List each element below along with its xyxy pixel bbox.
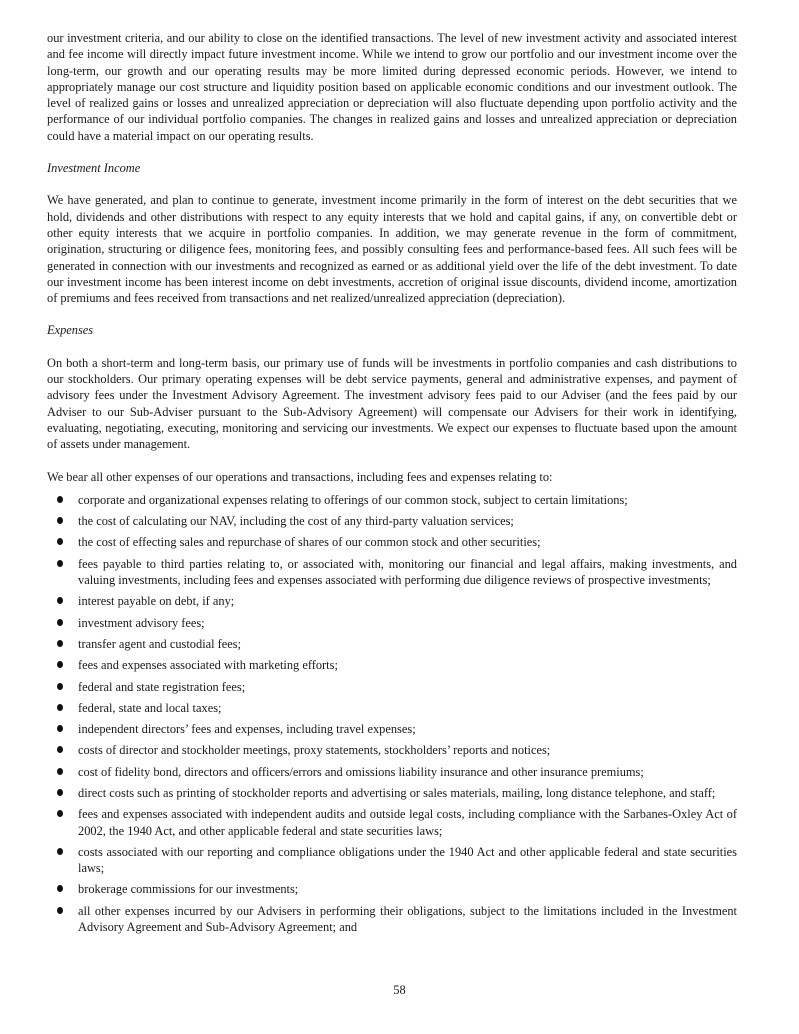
expenses-intro-paragraph: We bear all other expenses of our operations and transactions, including fees and expenses relating to: bbox=[47, 469, 553, 484]
list-item-text: fees payable to third parties relating to, or associated with, monitoring our financial and legal affairs, making investments, and valuing investments, including fees and expenses associated with performing due diligence reviews of prospective investments; bbox=[78, 556, 737, 588]
list-item bbox=[47, 492, 737, 508]
list-item bbox=[47, 679, 737, 695]
bullet-icon bbox=[57, 496, 63, 503]
intro-paragraph: our investment criteria, and our ability to close on the identified transactions. The level of new investment activity and associated interest and fee income will directly impact future investment income. While we intend to grow our portfolio and our investment income over the long-term, our growth and our operating results may be more limited during depressed economic periods. However, we intend to appropriately manage our cost structure and liquidity position based on applicable economic conditions and our investment outlook. The level of realized gains or losses and unrealized appreciation or depreciation will also fluctuate depending upon portfolio activity and the performance of our individual portfolio companies. The changes in realized gains and losses and unrealized appreciation or depreciation could have a material impact on our operating results. bbox=[47, 31, 737, 143]
list-item bbox=[47, 721, 737, 737]
list-item bbox=[47, 903, 737, 936]
list-item-text: interest payable on debt, if any; bbox=[78, 594, 235, 609]
list-item bbox=[47, 534, 737, 550]
list-item-text: costs of director and stockholder meetings, proxy statements, stockholders’ reports and notices; bbox=[78, 743, 551, 758]
list-item bbox=[47, 881, 737, 897]
list-item bbox=[47, 742, 737, 758]
bullet-icon bbox=[57, 560, 63, 567]
list-item-text: federal, state and local taxes; bbox=[78, 700, 222, 715]
list-item-text: the cost of calculating our NAV, including the cost of any third-party valuation services; bbox=[78, 514, 514, 529]
list-item bbox=[47, 785, 737, 801]
list-item-text: independent directors’ fees and expenses, including travel expenses; bbox=[78, 722, 416, 737]
list-item-text: federal and state registration fees; bbox=[78, 679, 246, 694]
bullet-icon bbox=[57, 810, 63, 817]
document-page bbox=[47, 30, 737, 940]
bullet-icon bbox=[57, 725, 63, 732]
list-item bbox=[47, 593, 737, 609]
list-item-text: all other expenses incurred by our Advisers in performing their obligations, subject to the limitations included in the Investment Advisory Agreement and Sub-Advisory Agreement; and bbox=[78, 903, 737, 935]
list-item bbox=[47, 513, 737, 529]
page-number: 58 bbox=[393, 983, 406, 997]
bullet-icon bbox=[57, 640, 63, 647]
section-heading-expenses: Expenses bbox=[47, 323, 94, 338]
bullet-icon bbox=[57, 789, 63, 796]
list-item bbox=[47, 615, 737, 631]
list-item-text: fees and expenses associated with marketing efforts; bbox=[78, 658, 338, 673]
investment-income-paragraph: We have generated, and plan to continue to generate, investment income primarily in the form of interest on the debt securities that we hold, dividends and other distributions with respect to any equity interests that we hold and capital gains, if any, on convertible debt or other equity interests that we acquire in portfolio companies. In addition, we may generate revenue in the form of commitment, origination, structuring or diligence fees, monitoring fees, and possibly consulting fees and performance-based fees. All such fees will be generated in connection with our investments and recognized as earned or as additional yield over the life of the debt investment. To date our investment income has been interest income on debt investments, accretion of original issue discounts, dividend income, amortization of premiums and fees received from transactions and net realized/unrealized appreciation (depreciation). bbox=[47, 193, 737, 306]
list-item bbox=[47, 657, 737, 673]
bullet-icon bbox=[57, 704, 63, 711]
list-item bbox=[47, 844, 737, 877]
list-item bbox=[47, 764, 737, 780]
bullet-icon bbox=[57, 517, 63, 524]
bullet-icon bbox=[57, 538, 63, 545]
list-item-text: direct costs such as printing of stockholder reports and advertising or sales materials, mailing, long distance telephone, and staff; bbox=[78, 785, 716, 800]
section-heading-investment-income: Investment Income bbox=[47, 161, 141, 176]
list-item-text: brokerage commissions for our investments; bbox=[78, 882, 299, 897]
list-item-text: investment advisory fees; bbox=[78, 615, 205, 630]
list-item-text: transfer agent and custodial fees; bbox=[78, 636, 242, 651]
list-item-text: costs associated with our reporting and compliance obligations under the 1940 Act and other applicable federal and state securities laws; bbox=[78, 844, 737, 876]
list-item bbox=[47, 700, 737, 716]
expense-list bbox=[47, 492, 737, 936]
list-item-text: corporate and organizational expenses relating to offerings of our common stock, subject to certain limitations; bbox=[78, 492, 628, 507]
list-item bbox=[47, 636, 737, 652]
bullet-icon bbox=[57, 661, 63, 668]
list-item bbox=[47, 806, 737, 839]
bullet-icon bbox=[57, 848, 63, 855]
bullet-icon bbox=[57, 619, 63, 626]
bullet-icon bbox=[57, 885, 63, 892]
expenses-paragraph: On both a short-term and long-term basis, our primary use of funds will be investments in portfolio companies and cash distributions to our stockholders. Our primary operating expenses will be debt service payments, general and administrative expenses, and payment of advisory fees under the Investment Advisory Agreement. The investment advisory fees paid to our Adviser (and the fees paid by our Adviser to our Sub-Adviser pursuant to the Sub-Advisory Agreement) will compensate our Advisers for their work in identifying, evaluating, negotiating, executing, monitoring and servicing our investments. We expect our expenses to fluctuate based upon the amount of assets under management. bbox=[47, 355, 737, 452]
bullet-icon bbox=[57, 597, 63, 604]
bullet-icon bbox=[57, 746, 63, 753]
list-item-text: fees and expenses associated with independent audits and outside legal costs, including compliance with the Sarbanes-Oxley Act of 2002, the 1940 Act, and other applicable federal and state securities laws; bbox=[78, 807, 737, 838]
bullet-icon bbox=[57, 907, 63, 914]
list-item-text: cost of fidelity bond, directors and officers/errors and omissions liability insurance and other insurance premiums; bbox=[78, 764, 644, 779]
list-item bbox=[47, 556, 737, 589]
bullet-icon bbox=[57, 683, 63, 690]
bullet-icon bbox=[57, 768, 63, 775]
list-item-text: the cost of effecting sales and repurchase of shares of our common stock and other securities; bbox=[78, 535, 541, 550]
